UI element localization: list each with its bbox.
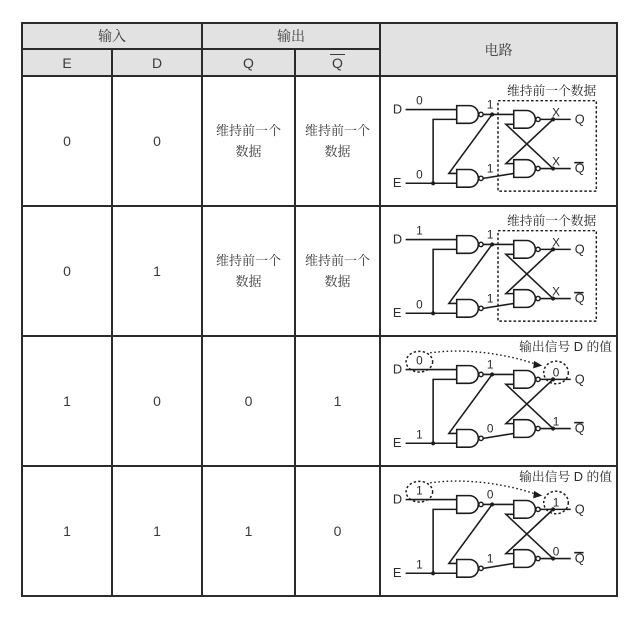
nand-gate-icon <box>457 560 479 578</box>
gate2-output-value: 1 <box>486 292 494 306</box>
col-header-d: D <box>112 49 202 76</box>
cell-qbar: 维持前一个数据 <box>295 206 380 336</box>
gate2-output-value: 1 <box>486 162 494 176</box>
q-output-value: X <box>552 106 560 120</box>
cell-e: 1 <box>22 466 112 596</box>
cell-d: 0 <box>112 336 202 466</box>
nand-gate-icon <box>457 496 479 514</box>
nand-gate-icon <box>514 371 536 389</box>
e-signal-value: 0 <box>416 168 423 182</box>
table-row <box>22 76 617 206</box>
nand-gate-icon <box>514 290 536 308</box>
circuit-diagram <box>382 337 615 465</box>
e-port-label: E <box>392 565 402 581</box>
nand-bubble-icon <box>536 296 540 300</box>
qbar-port-label: Q <box>574 420 585 436</box>
q-port-label: Q <box>574 111 585 127</box>
cell-q: 维持前一个数据 <box>202 206 295 336</box>
cell-circuit <box>380 206 617 336</box>
nand-bubble-icon <box>479 112 483 116</box>
junction-dot <box>431 311 435 315</box>
table-row <box>22 336 617 466</box>
circuit-diagram <box>382 207 615 335</box>
nand-bubble-icon <box>479 176 483 180</box>
cell-d: 1 <box>112 206 202 336</box>
e-port-label: E <box>392 305 402 321</box>
nand-bubble-icon <box>479 436 483 440</box>
nand-bubble-icon <box>479 502 483 506</box>
cell-circuit <box>380 76 617 206</box>
table-row <box>22 206 617 336</box>
nand-bubble-icon <box>536 556 540 560</box>
output-group-header: 输出 <box>202 23 380 49</box>
d-signal-value: 0 <box>416 94 423 108</box>
d-signal-value: 1 <box>416 484 423 498</box>
cell-q: 维持前一个数据 <box>202 76 295 206</box>
cell-d: 0 <box>112 76 202 206</box>
nand-gate-icon <box>457 430 479 448</box>
nand-gate-icon <box>514 241 536 259</box>
circuit-annotation: 维持前一个数据 <box>506 212 597 228</box>
circuit-header: 电路 <box>380 23 617 76</box>
nand-bubble-icon <box>479 242 483 246</box>
e-signal-value: 1 <box>416 428 423 442</box>
d-signal-value: 1 <box>416 224 423 238</box>
circuit-diagram <box>382 77 615 205</box>
qbar-port-label: Q <box>574 290 585 306</box>
d-port-label: D <box>392 491 403 507</box>
qbar-output-value: 1 <box>552 415 560 429</box>
qbar-output-value: X <box>552 285 560 299</box>
gate1-output-value: 1 <box>486 358 494 372</box>
d-port-label: D <box>392 231 403 247</box>
cell-e: 0 <box>22 206 112 336</box>
group-header-row <box>22 23 617 49</box>
cell-circuit <box>380 336 617 466</box>
qbar-port-label: Q <box>574 550 585 566</box>
nand-gate-icon <box>457 300 479 318</box>
cell-qbar: 0 <box>295 466 380 596</box>
qbar-overline-label: Q <box>332 54 343 71</box>
q-port-label: Q <box>574 501 585 517</box>
circuit-annotation: 维持前一个数据 <box>506 82 597 98</box>
q-port-label: Q <box>574 241 585 257</box>
circuit-diagram <box>382 467 615 595</box>
nand-gate-icon <box>514 111 536 129</box>
junction-dot <box>490 372 494 376</box>
nand-bubble-icon <box>536 117 540 121</box>
input-group-header: 输入 <box>22 23 202 49</box>
col-header-q: Q <box>202 49 295 76</box>
d-signal-value: 0 <box>416 354 423 368</box>
cell-d: 1 <box>112 466 202 596</box>
q-output-value: X <box>552 236 560 250</box>
junction-dot <box>431 181 435 185</box>
cell-q: 1 <box>202 466 295 596</box>
signal-flow-arrowhead <box>533 361 542 368</box>
nand-bubble-icon <box>536 426 540 430</box>
e-port-label: E <box>392 175 402 191</box>
d-latch-truth-table <box>21 22 618 597</box>
nand-bubble-icon <box>536 507 540 511</box>
circuit-annotation: 输出信号 D 的值 <box>519 338 613 354</box>
signal-flow-arrowhead <box>533 491 542 498</box>
qbar-port-label: Q <box>574 160 585 176</box>
gate1-output-value: 0 <box>486 488 494 502</box>
col-header-e: E <box>22 49 112 76</box>
col-header-qbar <box>295 49 380 76</box>
e-signal-value: 1 <box>416 558 423 572</box>
nand-gate-icon <box>457 106 479 124</box>
circuit-annotation: 输出信号 D 的值 <box>519 468 613 484</box>
q-output-value: 1 <box>552 496 560 510</box>
cell-q: 0 <box>202 336 295 466</box>
qbar-output-value: X <box>552 155 560 169</box>
cell-qbar: 1 <box>295 336 380 466</box>
cell-qbar: 维持前一个数据 <box>295 76 380 206</box>
nand-bubble-icon <box>479 566 483 570</box>
nand-gate-icon <box>457 366 479 384</box>
junction-dot <box>490 502 494 506</box>
nand-bubble-icon <box>536 166 540 170</box>
gate1-output-value: 1 <box>486 228 494 242</box>
gate1-output-value: 1 <box>486 98 494 112</box>
nand-bubble-icon <box>536 377 540 381</box>
junction-dot <box>431 571 435 575</box>
nand-gate-icon <box>457 170 479 188</box>
gate2-output-value: 0 <box>486 422 494 436</box>
e-port-label: E <box>392 435 402 451</box>
e-signal-value: 0 <box>416 298 423 312</box>
table-row <box>22 466 617 596</box>
nand-bubble-icon <box>479 306 483 310</box>
junction-dot <box>490 242 494 246</box>
nand-gate-icon <box>514 501 536 519</box>
d-port-label: D <box>392 361 403 377</box>
q-output-value: 0 <box>552 366 560 380</box>
nand-gate-icon <box>514 420 536 438</box>
gate2-output-value: 1 <box>486 552 494 566</box>
d-port-label: D <box>392 101 403 117</box>
nand-gate-icon <box>514 550 536 568</box>
qbar-output-value: 0 <box>552 545 560 559</box>
cell-e: 0 <box>22 76 112 206</box>
cell-circuit <box>380 466 617 596</box>
nand-gate-icon <box>457 236 479 254</box>
q-port-label: Q <box>574 371 585 387</box>
junction-dot <box>431 441 435 445</box>
cell-e: 1 <box>22 336 112 466</box>
nand-bubble-icon <box>479 372 483 376</box>
nand-gate-icon <box>514 160 536 178</box>
junction-dot <box>490 112 494 116</box>
nand-bubble-icon <box>536 247 540 251</box>
